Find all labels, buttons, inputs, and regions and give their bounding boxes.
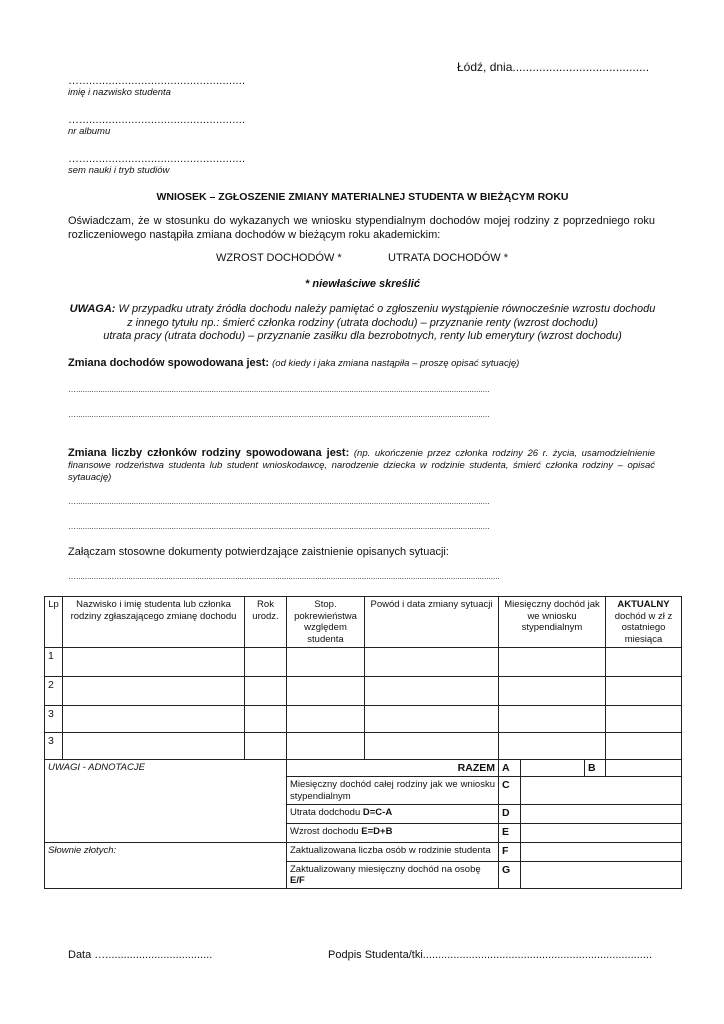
row-lp: 2 — [45, 677, 63, 706]
letter-b: B — [585, 760, 606, 777]
cell-current[interactable] — [606, 677, 682, 706]
cell-current[interactable] — [606, 648, 682, 677]
footer-date[interactable]: Data …................................... — [68, 949, 213, 961]
cell-monthly[interactable] — [499, 706, 606, 733]
notes-label: UWAGI - ADNOTACJE — [48, 762, 145, 773]
album-number-label: nr albumu — [68, 126, 111, 137]
letter-g: G — [499, 862, 521, 889]
row-lp: 3 — [45, 733, 63, 760]
cell-reason[interactable] — [365, 706, 499, 733]
cell-current[interactable] — [606, 706, 682, 733]
cell-d-value[interactable] — [521, 805, 682, 824]
cell-monthly[interactable] — [499, 677, 606, 706]
income-change-hint: (od kiedy i jaka zmiana nastąpiła – proszę opisać sytuację) — [272, 358, 520, 369]
letter-f: F — [499, 843, 521, 862]
cell-name[interactable] — [63, 733, 245, 760]
cell-relation[interactable] — [287, 648, 365, 677]
cell-relation[interactable] — [287, 677, 365, 706]
header-current-title: AKTUALNY — [617, 599, 670, 610]
members-change-label: Zmiana liczby członków rodziny spowodowana jest: — [68, 447, 350, 459]
letter-a: A — [499, 760, 521, 777]
row-lp: 1 — [45, 648, 63, 677]
cell-e-value[interactable] — [521, 824, 682, 843]
header-reason: Powód i data zmiany sytuacji — [365, 597, 499, 648]
razem-label: RAZEM — [287, 760, 499, 777]
cell-year[interactable] — [245, 706, 287, 733]
cell-reason[interactable] — [365, 648, 499, 677]
warning-line-1: UWAGA: W przypadku utraty źródła dochodu należy pamiętać o zgłoszeniu wystąpienie równocześnie wzrostu dochodu — [69, 303, 656, 315]
members-change-hint: (np. ukończenie przez członka rodziny 26 r. życia, usamodzielnienie finansowe rodzeństwa studenta lub student wnioskodawcę, narodzenie dziecka w rodzinie studenta, śmierć członka rodziny – opisać sytauację) — [68, 448, 656, 483]
header-current — [606, 597, 682, 648]
words-cell[interactable] — [45, 843, 287, 889]
table-header-row — [45, 597, 682, 648]
summary-g-label: Zaktualizowany miesięczny dochód na osobę E/F — [287, 862, 499, 889]
cell-year[interactable] — [245, 648, 287, 677]
members-change-line-1[interactable]: ….......................................................................................................................................................................................... — [68, 497, 490, 506]
cell-reason[interactable] — [365, 677, 499, 706]
cell-monthly[interactable] — [499, 733, 606, 760]
header-relation: Stop. pokrewieństwa względem studenta — [287, 597, 365, 648]
student-name-field[interactable]: …................................................... — [68, 75, 246, 87]
place-date: Łódź, dnia......................................... — [457, 60, 650, 74]
header-name: Nazwisko i imię studenta lub członka rodziny zgłaszającego zmianę dochodu — [63, 597, 245, 648]
summary-f-label: Zaktualizowana liczba osób w rodzinie studenta — [287, 843, 499, 862]
header-current-desc: dochód w zł z ostatniego miesiąca — [614, 610, 673, 645]
cell-b-value[interactable] — [606, 760, 682, 777]
cell-relation[interactable] — [287, 733, 365, 760]
cell-g-value[interactable] — [521, 862, 682, 889]
letter-e: E — [499, 824, 521, 843]
cell-relation[interactable] — [287, 706, 365, 733]
cell-c-value[interactable] — [521, 777, 682, 805]
letter-d: D — [499, 805, 521, 824]
attachments-line[interactable]: ….................….......................................................................................................................................................................... — [68, 572, 500, 581]
cell-f-value[interactable] — [521, 843, 682, 862]
header-year: Rok urodz. — [245, 597, 287, 648]
summary-e-label: Wzrost dochodu E=D+B — [287, 824, 499, 843]
summary-row-f — [45, 843, 682, 862]
warning-line-2: z innego tytułu np.: śmierć członka rodziny (utrata dochodu) – przyznanie renty (wzrost dochodu) — [127, 316, 598, 329]
cell-monthly[interactable] — [499, 648, 606, 677]
option-loss[interactable]: UTRATA DOCHODÓW * — [388, 252, 508, 264]
cell-reason[interactable] — [365, 733, 499, 760]
header-monthly: Miesięczny dochód jak we wniosku stypendialnym — [499, 597, 606, 648]
row-lp: 3 — [45, 706, 63, 733]
header-lp: Lp — [45, 597, 63, 648]
summary-d-label: Utrata dodchodu D=C-A — [287, 805, 499, 824]
student-name-label: imię i nazwisko studenta — [68, 87, 171, 98]
cell-current[interactable] — [606, 733, 682, 760]
warning-line-3: utrata pracy (utrata dochodu) – przyznanie zasiłku dla bezrobotnych, renty lub emerytury (wzrost dochodu) — [103, 330, 622, 342]
warning-block — [44, 303, 681, 344]
table-row[interactable] — [45, 677, 682, 706]
income-change-heading — [68, 357, 519, 369]
attachments-label: Załączam stosowne dokumenty potwierdzające zaistnienie opisanych sytuacji: — [68, 546, 449, 558]
members-change-line-2[interactable]: ….......................................................................................................................................................................................... — [68, 522, 490, 531]
letter-c: C — [499, 777, 521, 805]
strike-note: * niewłaściwe skreślić — [305, 278, 420, 290]
semester-label: sem nauki i tryb studiów — [68, 165, 170, 176]
words-label: Słownie złotych: — [48, 845, 117, 856]
income-change-line-2[interactable]: ….......................................................................................................................................................................................... — [68, 410, 490, 419]
members-change-heading — [68, 447, 655, 484]
statement-text: Oświadczam, że w stosunku do wykazanych we wniosku stypendialnym dochodów mojej rodziny z poprzedniego roku rozliczeniowego nastąpiła zmiana dochodów w bieżącym roku akademickim: — [68, 215, 655, 241]
album-number-field[interactable]: …................................................... — [68, 114, 246, 126]
razem-row — [45, 760, 682, 777]
cell-name[interactable] — [63, 706, 245, 733]
cell-a-value[interactable] — [521, 760, 585, 777]
semester-field[interactable]: …................................................... — [68, 153, 246, 165]
document-title: WNIOSEK – ZGŁOSZENIE ZMIANY MATERIALNEJ STUDENTA W BIEŻĄCYM ROKU — [156, 191, 569, 203]
summary-c-label: Miesięczny dochód całej rodziny jak we wniosku stypendialnym — [287, 777, 499, 805]
table-row[interactable] — [45, 648, 682, 677]
footer-signature[interactable]: Podpis Studenta/tki........................................................................... — [328, 949, 652, 961]
notes-cell[interactable] — [45, 760, 287, 843]
cell-year[interactable] — [245, 677, 287, 706]
income-change-label: Zmiana dochodów spowodowana jest: — [68, 357, 270, 369]
warning-label: UWAGA: — [69, 303, 116, 315]
income-change-line-1[interactable]: ….......................................................................................................................................................................................... — [68, 385, 490, 394]
members-table — [44, 596, 682, 889]
cell-name[interactable] — [63, 648, 245, 677]
table-row[interactable] — [45, 733, 682, 760]
table-row[interactable] — [45, 706, 682, 733]
option-increase[interactable]: WZROST DOCHODÓW * — [216, 252, 342, 264]
cell-year[interactable] — [245, 733, 287, 760]
cell-name[interactable] — [63, 677, 245, 706]
